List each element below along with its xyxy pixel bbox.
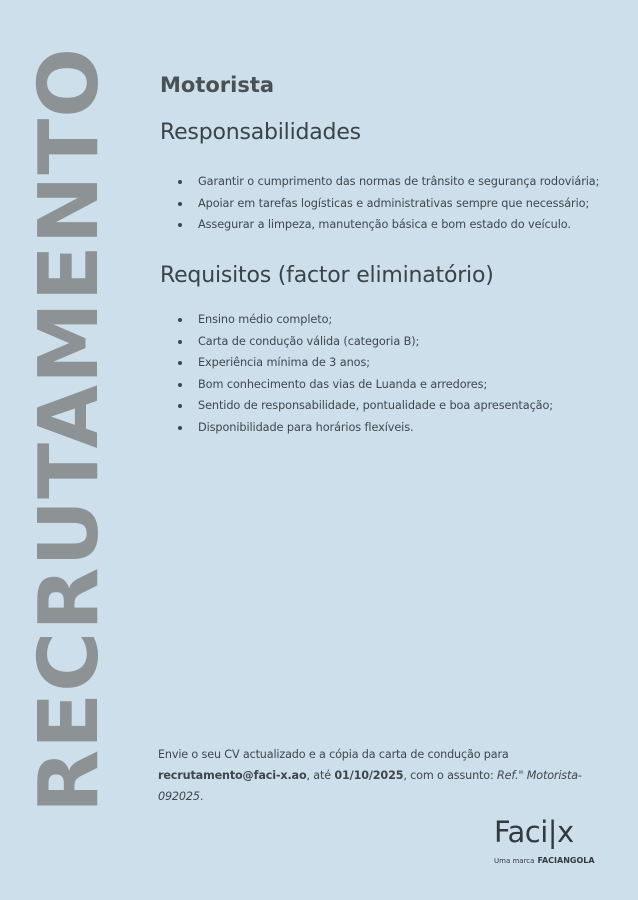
- section-title-responsabilidades: Responsabilidades: [160, 120, 361, 145]
- side-title: RECRUTAMENTO: [22, 47, 117, 813]
- logo-tagline-text: Uma marca: [494, 857, 535, 865]
- list-item: [178, 214, 618, 236]
- instructions-text: , com o assunto:: [403, 769, 498, 782]
- instructions-text: , até: [306, 769, 335, 782]
- list-item: [178, 331, 618, 353]
- instructions-text: .: [199, 790, 204, 803]
- logo-wordmark: Faci|x: [494, 815, 574, 849]
- bullet-icon: [178, 361, 182, 365]
- deadline-date: 01/10/2025: [334, 769, 404, 782]
- list-item-text: Ensino médio completo;: [198, 313, 333, 326]
- facix-logo: [494, 815, 604, 865]
- list-item-text: Assegurar a limpeza, manutenção básica e bom estado do veículo.: [198, 218, 571, 231]
- responsabilidades-list: [178, 171, 618, 236]
- main-content: [160, 70, 610, 434]
- logo-brand: FACIANGOLA: [537, 856, 595, 865]
- bullet-icon: [178, 404, 182, 408]
- list-item-text: Disponibilidade para horários flexíveis.: [198, 420, 414, 434]
- bullet-icon: [178, 383, 182, 387]
- list-item: [178, 374, 618, 396]
- list-item-text: Experiência mínima de 3 anos;: [198, 356, 370, 369]
- list-item: [178, 395, 618, 417]
- job-title: Motorista: [160, 73, 275, 97]
- list-item-text: Carta de condução válida (categoria B);: [198, 334, 420, 348]
- section-title-requisitos: Requisitos (factor eliminatório): [160, 263, 494, 288]
- bullet-icon: [178, 180, 182, 184]
- instructions-line-2: [158, 765, 618, 807]
- bullet-icon: [178, 318, 182, 322]
- list-item-text: Sentido de responsabilidade, pontualidade e boa apresentação;: [198, 399, 554, 412]
- contact-email[interactable]: recrutamento@faci-x.ao: [158, 769, 307, 782]
- list-item-text: Apoiar em tarefas logísticas e administrativas sempre que necessário;: [198, 196, 590, 210]
- list-item: [178, 417, 618, 439]
- bullet-icon: [178, 340, 182, 344]
- list-item: [178, 352, 618, 374]
- logo-tagline: [494, 856, 604, 865]
- list-item-text: Garantir o cumprimento das normas de trânsito e segurança rodoviária;: [198, 175, 600, 188]
- bullet-icon: [178, 223, 182, 227]
- application-instructions: [158, 744, 618, 807]
- bullet-icon: [178, 426, 182, 430]
- instructions-line-1: Envie o seu CV actualizado e a cópia da carta de condução para: [158, 748, 509, 761]
- bullet-icon: [178, 202, 182, 206]
- list-item: [178, 171, 618, 193]
- email-subject: Ref." Motorista-092025: [158, 769, 582, 803]
- list-item: [178, 309, 618, 331]
- requisitos-list: [178, 309, 618, 438]
- list-item: [178, 193, 618, 215]
- list-item-text: Bom conhecimento das vias de Luanda e arredores;: [198, 377, 488, 391]
